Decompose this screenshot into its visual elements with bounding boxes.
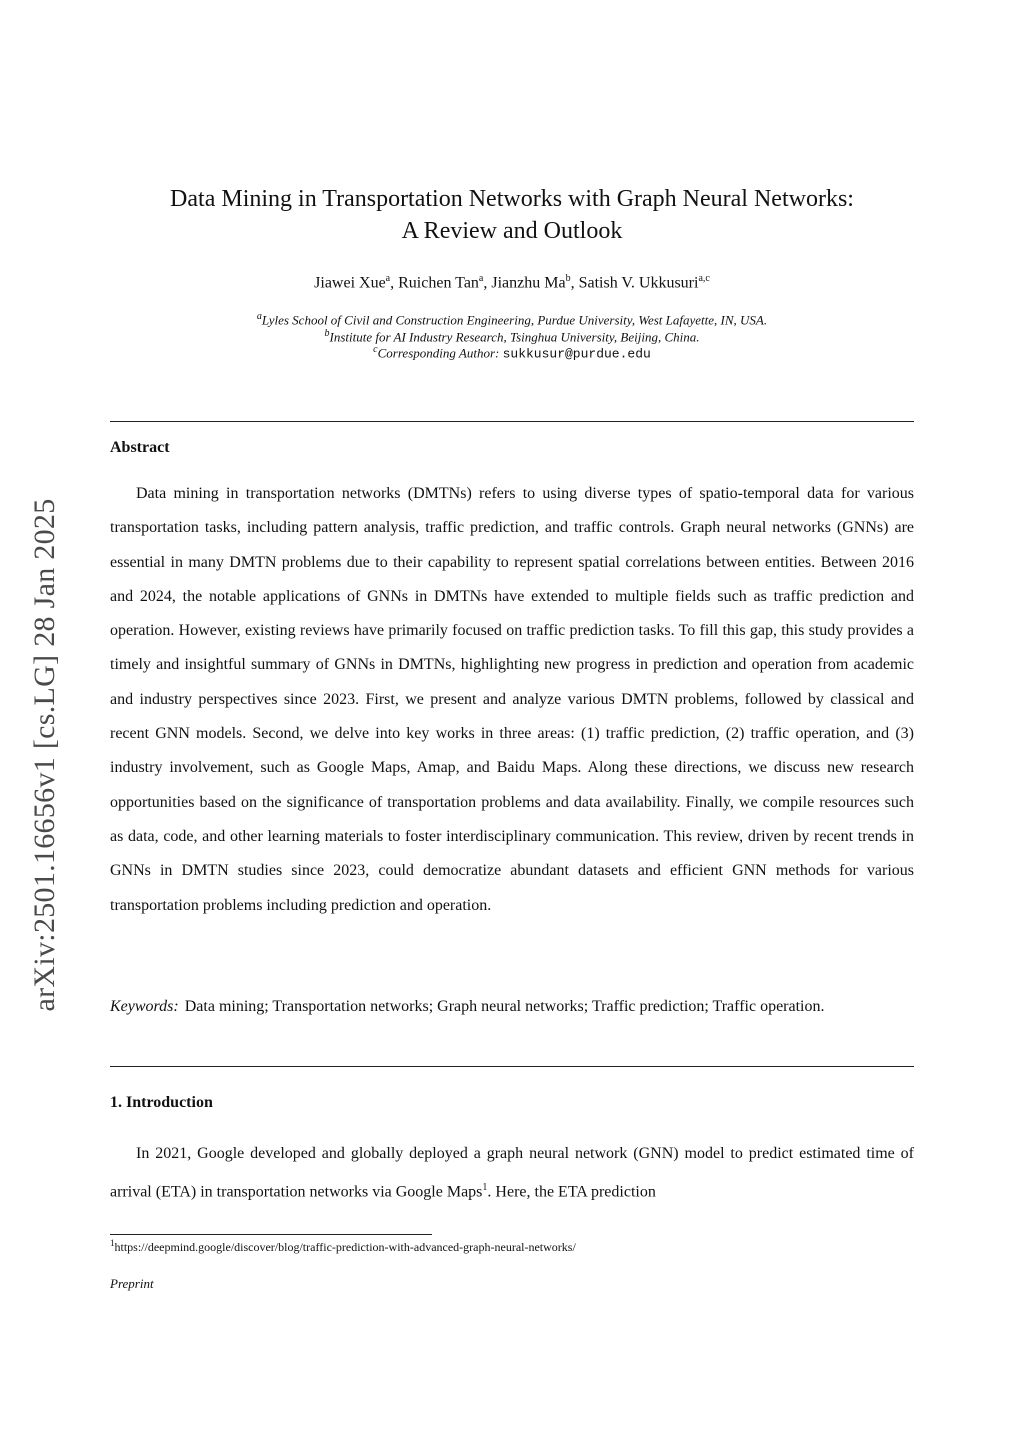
affiliation-a: $^a$Lyles School of Civil and Construction Engineering, Purdue University, West Lafayette, IN, USA.: [256, 311, 768, 328]
author-name: Jiawei Xue: [314, 274, 386, 292]
introduction-body: [110, 1137, 914, 1210]
footnote-mark: 1: [110, 1238, 115, 1248]
preprint-label: Preprint: [110, 1276, 154, 1291]
abstract-body: [110, 477, 914, 923]
footnote-ref[interactable]: 1: [482, 1182, 488, 1194]
author-list: Jiawei Xue$^a$, Ruichen Tan$^a$, Jianzhu Ma$^b$, Satish V. Ukkusuri$^{a,c}$: [314, 273, 710, 292]
author-affil-mark: a: [385, 273, 391, 284]
author-name: Jianzhu Ma: [491, 274, 566, 292]
abstract-heading: Abstract: [110, 439, 170, 456]
abstract-top-rule: [110, 421, 914, 422]
abstract-bottom-rule: [110, 1066, 914, 1067]
title-line-2: A Review and Outlook: [401, 218, 623, 244]
keywords: [110, 990, 914, 1024]
affiliation-b: $^b$Institute for AI Industry Research, Tsinghua University, Beijing, China.: [324, 328, 700, 345]
author-affil-mark: b: [565, 273, 571, 284]
author-name: Satish V. Ukkusuri: [578, 274, 699, 292]
arxiv-side-identifier: arXiv:2501.16656v1 [cs.LG] 28 Jan 2025: [28, 498, 61, 1012]
author-name: Ruichen Tan: [398, 274, 479, 292]
footnote-rule: [110, 1234, 432, 1235]
footnote: [110, 1238, 576, 1255]
paper-title: [110, 183, 914, 247]
author-affil-mark: a: [478, 273, 484, 284]
introduction-paragraph: In 2021, Google developed and globally deployed a graph neural network (GNN) model to predict estimated time of arrival (ETA) in transportation networks via Google Maps$^1$. Here, the ETA prediction: [110, 1145, 914, 1201]
keywords-text: Data mining; Transportation networks; Graph neural networks; Traffic prediction; Traffic operation.: [184, 998, 825, 1015]
keywords-label: Keywords:: [110, 998, 179, 1015]
affiliation-c: $^c$Corresponding Author: sukkusur@purdue.edu: [373, 344, 651, 362]
title-line-1: Data Mining in Transportation Networks with Graph Neural Networks:: [170, 186, 854, 212]
footnote-url[interactable]: https://deepmind.google/discover/blog/traffic-prediction-with-advanced-graph-neural-networks/: [114, 1240, 576, 1254]
corresponding-email[interactable]: sukkusur@purdue.edu: [502, 346, 651, 362]
abstract-paragraph: Data mining in transportation networks (DMTNs) refers to using diverse types of spatio-temporal data for various transportation tasks, including pattern analysis, traffic prediction, and traffic controls. Graph neural networks (GNNs) are essential in many DMTN problems due to their capability to represent spatial correlations between entities. Between 2016 and 2024, the notable applications of GNNs in DMTNs have extended to multiple fields such as traffic prediction and operation. However, existing reviews have primarily focused on traffic prediction tasks. To fill this gap, this study provides a timely and insightful summary of GNNs in DMTNs, highlighting new progress in prediction and operation from academic and industry perspectives since 2023. First, we present and analyze various DMTN problems, followed by classical and recent GNN models. Second, we delve into key works in three areas: (1) traffic prediction, (2) traffic operation, and (3) industry involvement, such as Google Maps, Amap, and Baidu Maps. Along these directions, we discuss new research opportunities based on the significance of transportation problems and data availability. Finally, we compile resources such as data, code, and other learning materials to foster interdisciplinary communication. This review, driven by recent trends in GNNs in DMTN studies since 2023, could democratize abundant datasets and efficient GNN methods for various transportation problems including prediction and operation.: [110, 485, 914, 914]
author-affil-mark: a,c: [698, 273, 710, 284]
section-heading-introduction: 1. Introduction: [110, 1094, 213, 1111]
